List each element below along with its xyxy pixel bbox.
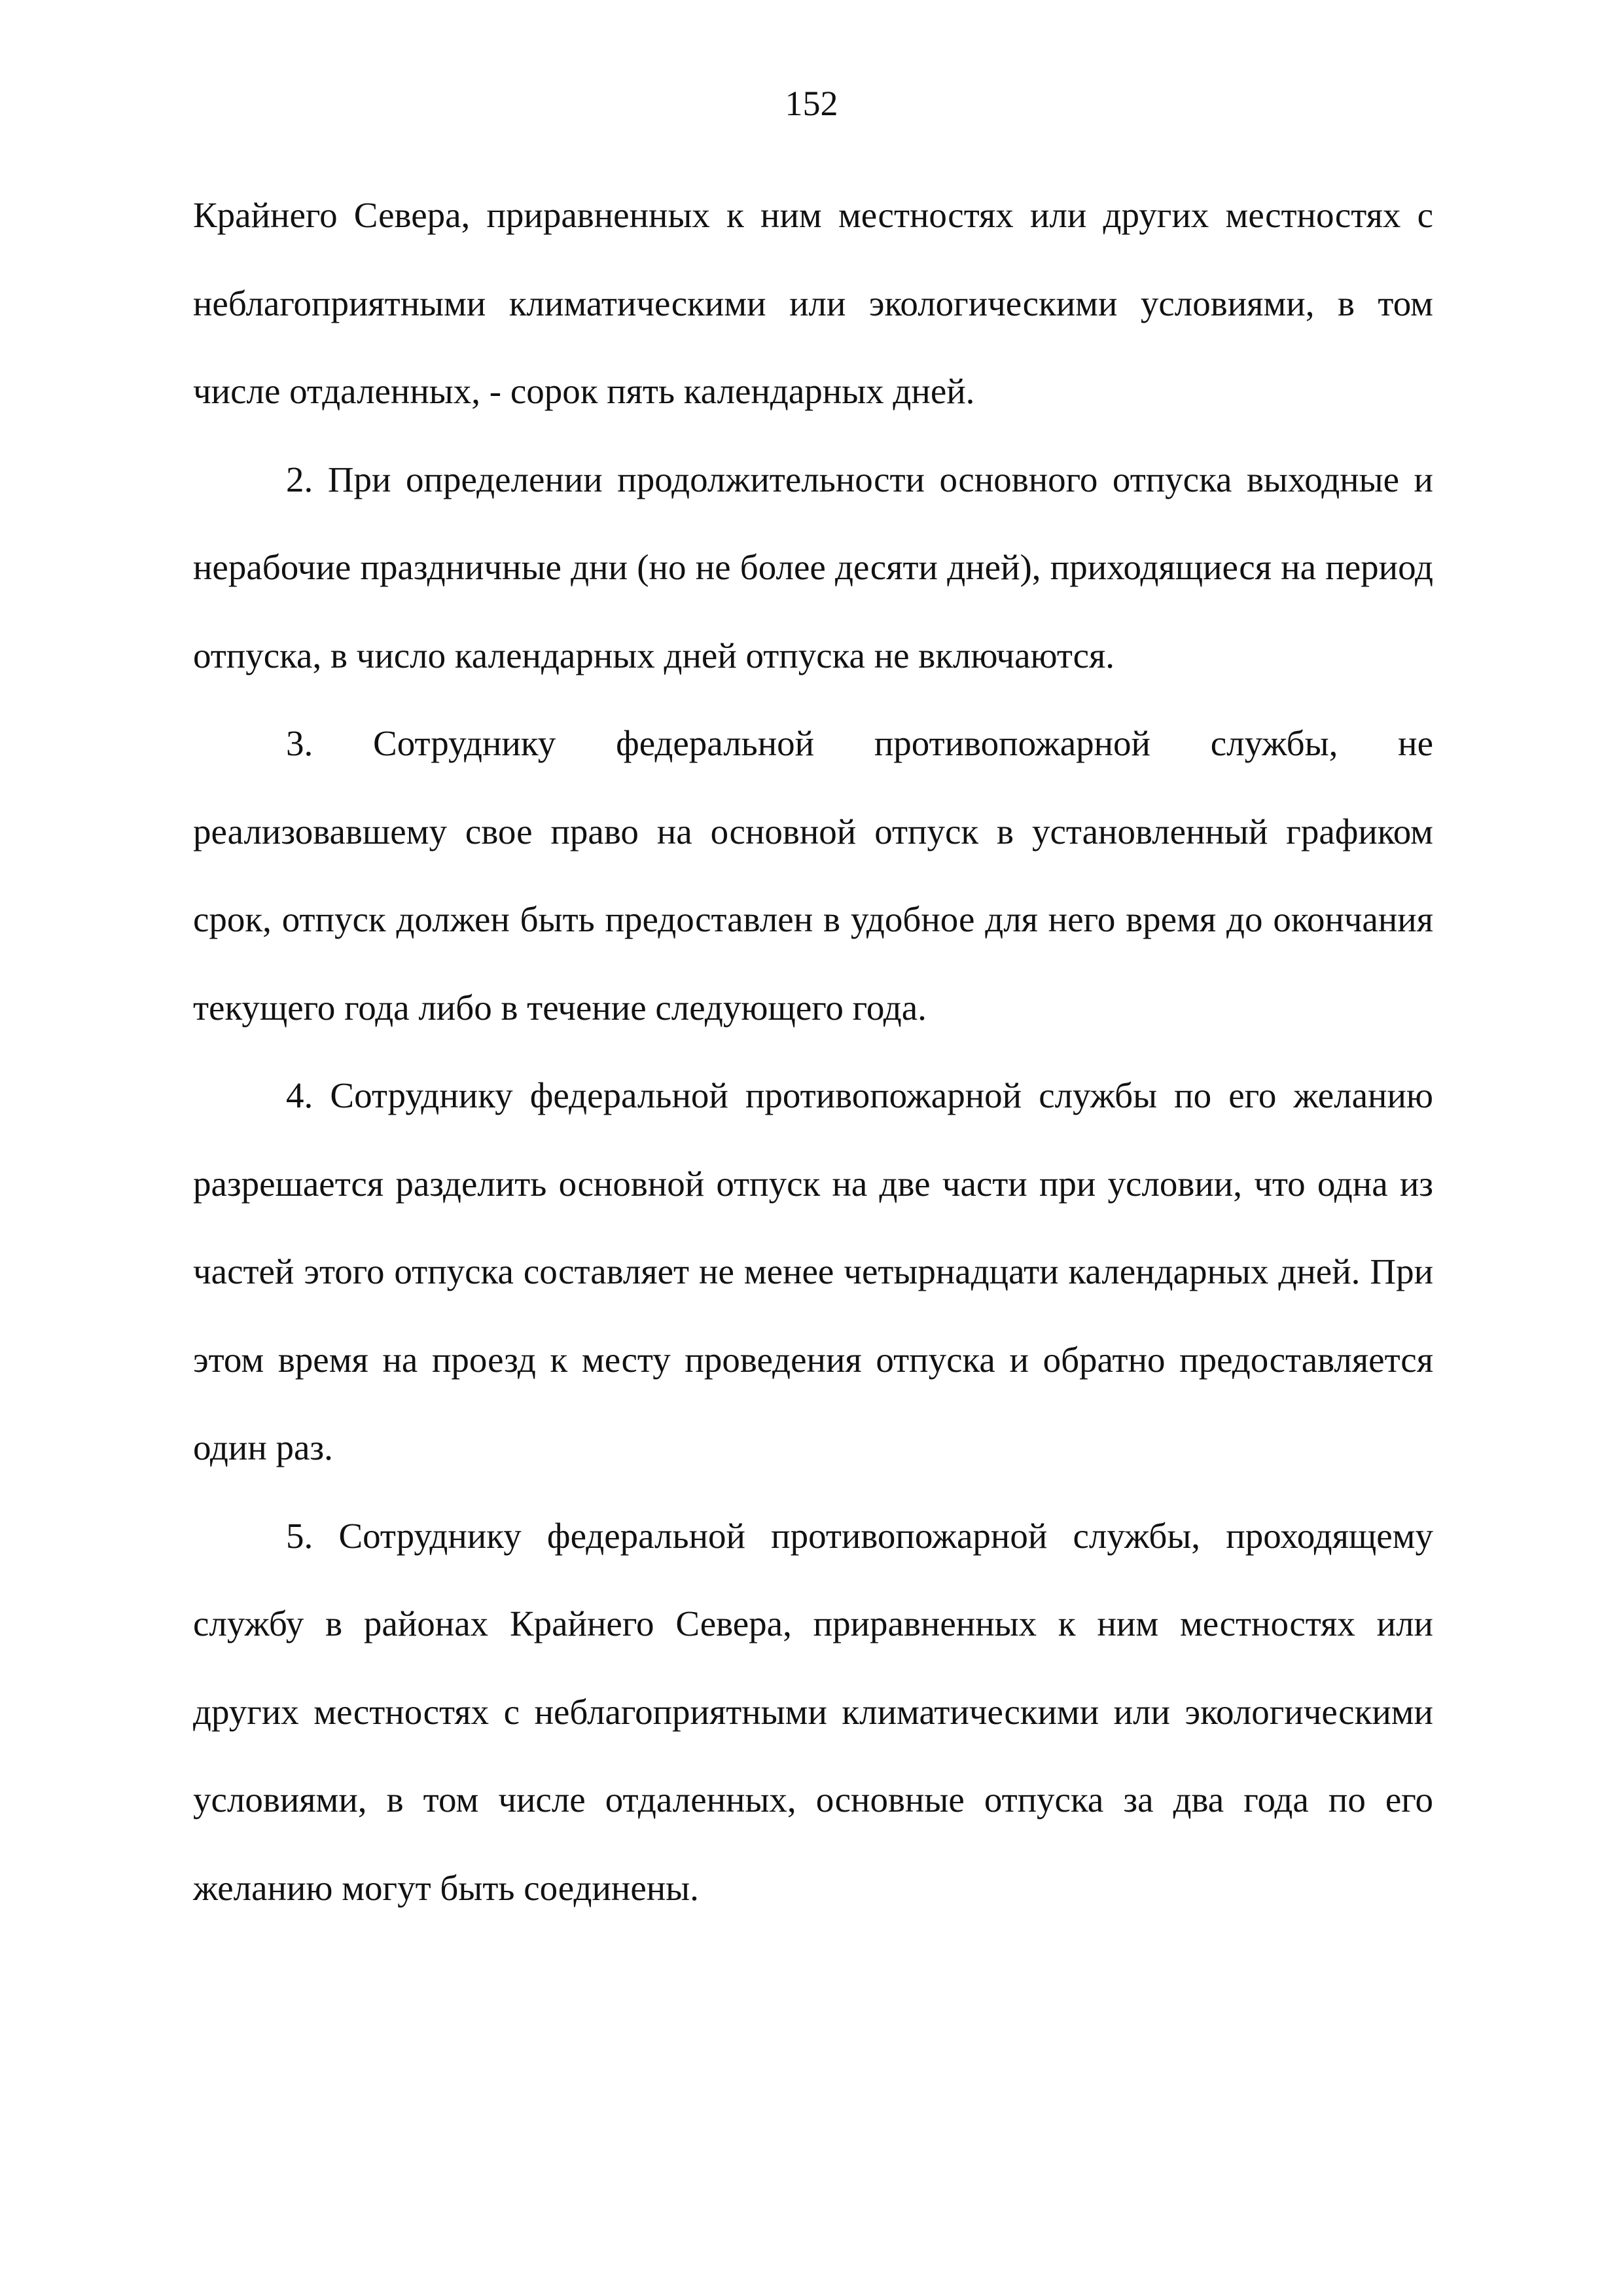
paragraph-item-4: 4. Сотруднику федеральной противопожарной службы по его желанию разрешается разделить основной отпуск на две части при условии, что одна из частей этого отпуска составляет не менее четырнадцати календарных дней. При этом время на проезд к месту проведения отпуска и обратно предоставляется один раз.	[193, 1075, 1433, 1467]
document-body	[193, 171, 1433, 1932]
page-number: 152	[785, 84, 838, 123]
paragraph-continuation: Крайнего Севера, приравненных к ним местностях или других местностях с неблагоприятными климатическими или экологическими условиями, в том числе отдаленных, - сорок пять календарных дней.	[193, 195, 1433, 411]
paragraph-item-5: 5. Сотруднику федеральной противопожарной службы, проходящему службу в районах Крайнего Севера, приравненных к ним местностях или других местностях с неблагоприятными климатическими или экологическими условиями, в том числе отдаленных, основные отпуска за два года по его желанию могут быть соединены.	[193, 1515, 1433, 1908]
paragraph-item-3: 3. Сотруднику федеральной противопожарной службы, не реализовавшему свое право на основной отпуск в установленный графиком срок, отпуск должен быть предоставлен в удобное для него время до окончания текущего года либо в течение следующего года.	[193, 723, 1433, 1028]
paragraph-item-2: 2. При определении продолжительности основного отпуска выходные и нерабочие праздничные дни (но не более десяти дней), приходящиеся на период отпуска, в число календарных дней отпуска не включаются.	[193, 459, 1433, 675]
